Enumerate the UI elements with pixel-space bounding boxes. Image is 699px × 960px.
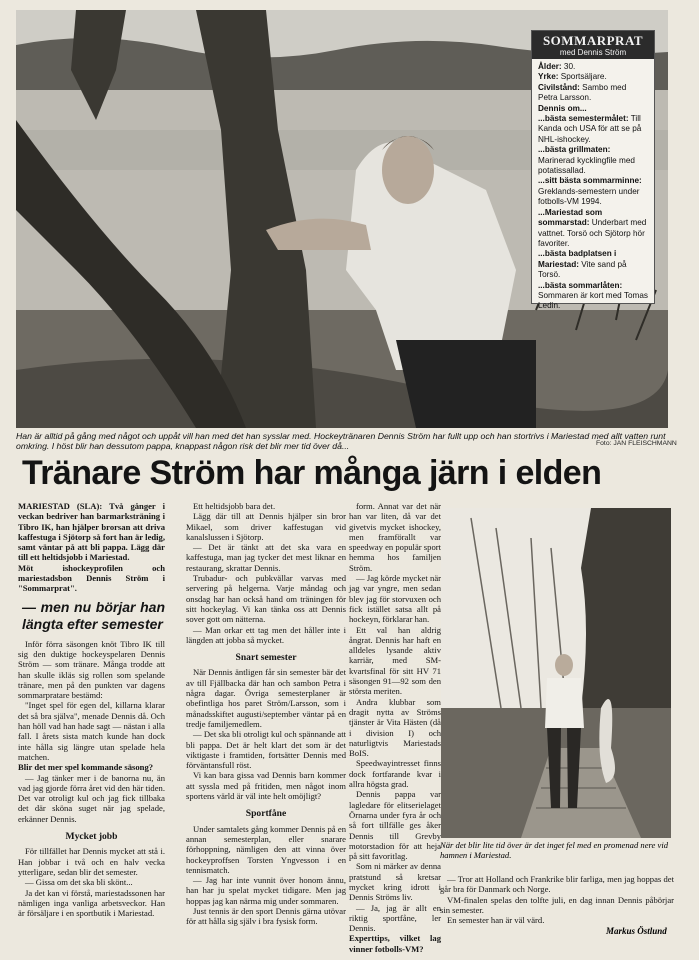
box-line-label: ...bästa sommarlåten: — [538, 280, 623, 290]
column-1 — [18, 501, 165, 941]
harbour-photo-caption: När det blir lite tid över är det inget fel med en promenad nere vid hamnen i Mariestad. — [440, 840, 669, 861]
box-line-value: 30. — [561, 62, 576, 71]
box-line — [538, 104, 648, 114]
box-line — [538, 281, 648, 312]
paragraph: — Jag tänker mer i de banorna nu, än vad jag gjorde förra året vid den här tiden. Det var otroligt kul och jag fick tillbaka det där sköna suget när jag spelade, erkänner Dennis. — [18, 772, 165, 824]
box-line-value: Sommaren är kort med Tomas Ledin. — [538, 290, 648, 311]
paragraph: — Jag har inte vunnit över honom ännu, han har ju spelat mycket tidigare. Men jag hoppas jag kan närma mig under sommaren. — [186, 875, 346, 906]
column-1-text-2 — [18, 773, 165, 824]
paragraph: — Ja, jag är allt en riktig sportfåne, ler Dennis. — [349, 902, 441, 934]
paragraph: — Det ska bli otroligt kul och spännande att bli pappa. Det är helt klart det som är det viktigaste i framtiden, fortsätter Dennis med förväntansfull röst. — [186, 729, 346, 771]
box-line-label: ...bästa badplatsen i Mariestad: — [538, 249, 617, 269]
paragraph: Som ni märker av denna pratstund så kretsar mycket kring idrott i Dennis Ströms liv. — [349, 861, 441, 903]
box-line — [538, 62, 648, 72]
box-line — [538, 83, 648, 104]
paragraph: Trubadur- och pubkvällar varvas med servering på helgerna. Varje måndag och onsdag har han också hand om träningen för sitt hockeylag. Vi kan tänka oss att Dennis sover gott om nätterna. — [186, 573, 346, 625]
box-line — [538, 176, 648, 207]
paragraph: Inför förra säsongen knöt Tibro IK till sig den duktige hockeyspelaren Dennis Ström — som tränare. Många trodde att han skulle ikläs sig rollen som spelande tränare, men på den punkten var dagens sommarpratare bestämd: — [18, 638, 165, 701]
box-header — [532, 31, 654, 59]
box-line-value: Till Kanda och USA för att se på NHL-ishockey. — [538, 114, 642, 144]
box-line-value: Greklands-semestern under fotbolls-VM 1994. — [538, 186, 640, 207]
headline: Tränare Ström har många järn i elden — [22, 454, 602, 492]
paragraph: — Tror att Holland och Frankrike blir farliga, men jag hoppas det går bra för Danmark och Norge. — [440, 874, 674, 895]
byline: Markus Östlund — [606, 926, 667, 936]
paragraph: Ett heltidsjobb bara det. — [193, 501, 276, 511]
paragraph: Just tennis är den sport Dennis gärna utövar för att hålla sig själv i bra fysisk form. — [186, 905, 346, 927]
subheading-snart-semester: Snart semester — [235, 652, 297, 664]
box-line-label: Ålder: — [538, 62, 562, 71]
box-line-value: Sambo med Petra Larsson. — [538, 82, 627, 103]
paragraph: Ett val han aldrig ångrat. Dennis har haft en alldeles lysande aktiv karriär, med SM-kvartsfinal för sitt HV 71 säsongen 91—92 som den största meriten. — [349, 624, 441, 697]
paragraph: — Det är tänkt att det ska vara en kaffestuga, man jag tycker det mest liknar en restaurang, skrattar Dennis. — [186, 542, 346, 573]
lead-paragraph: MARIESTAD (SLA): Två gånger i veckan bedriver han barmarksträning i Tibro IK, han hjälper brorsan att driva kaffestuga i Sjötorp så fort han är ledig, samt väntar på att bli pappa. Lägg där till ett heltidsjobb i Mariestad. — [18, 501, 165, 563]
box-title: SOMMARPRAT — [542, 33, 644, 48]
box-line — [538, 114, 648, 145]
box-line-value: Vite sand på Torsö. — [538, 259, 627, 280]
column-3-text — [349, 501, 441, 933]
column-2-text-3 — [186, 824, 346, 927]
box-line-label: ...bästa semestermålet: — [538, 114, 629, 124]
column-2 — [186, 501, 346, 953]
subheading-mycket-jobb: Mycket jobb — [65, 831, 118, 843]
box-line-label: ...Mariestad som sommarstad: — [538, 207, 603, 228]
photo-man-in-harbour — [441, 508, 671, 838]
column-1-text-3 — [18, 846, 165, 918]
deck: — men nu börjar han längta efter semester — [22, 598, 165, 632]
paragraph: Andra klubbar som dragit nytta av Ströms tjänster är Vita Hästen (då i division I) och naturligtvis Mariestads BoIS. — [349, 696, 441, 759]
paragraph: En semester han är väl värd. — [447, 915, 545, 926]
box-line — [538, 72, 648, 82]
subheading-sportfane: Sportfåne — [245, 808, 287, 820]
question-2: Experttips, vilket lag vinner fotbolls-VM? — [349, 933, 441, 954]
paragraph: När Dennis äntligen får sin semester bär det av till Fjällbacka där han och sambon Petra i några dagar. Övriga semesterplaner är obefintliga hos paret Ström/Larsson, som i månadsskiftet augusti/september väntar på en tredje familjemedlem. — [186, 667, 346, 729]
column-2-text-2 — [186, 667, 346, 801]
box-line-value: Marinerad kycklingfile med potatissallad. — [538, 155, 635, 176]
box-line-value: Underbart med vattnet. Torsö och Sjötorp hör favoriter. — [538, 218, 647, 248]
harbour-photo — [441, 508, 671, 838]
paragraph: — Jag körde mycket när jag var yngre, men sedan blev jag för storvuxen och fick istället satsa allt på hockeyn, förklarar han. — [349, 573, 441, 625]
sommarprat-box — [531, 30, 655, 311]
paragraph: Dennis pappa var lagledare för elitserielaget Örnarna under fyra år och så fort tillfälle ges åker Dennis till Grevby motorstadion för att heja på sitt favoritlag. — [349, 789, 441, 862]
paragraph: För tillfället har Dennis mycket att stå i. Han jobbar i två och en halv vecka ytterligare, sedan blir det semester. — [18, 846, 165, 877]
box-line-label: ...sitt bästa sommarminne: — [538, 176, 642, 186]
column-2-text — [186, 501, 346, 645]
paragraph: — Gissa om det ska bli skönt... — [25, 877, 133, 888]
paragraph: Lägg där till att Dennis hjälper sin bror Mikael, som driver kaffestugan vid kanalslussen i Sjötorp. — [186, 511, 346, 542]
box-line-label: ...bästa grillmaten: — [538, 145, 611, 155]
box-subtitle: med Dennis Ström — [559, 48, 627, 57]
paragraph: Ja det kan vi förstå, mariestadssonen har nämligen inga vanliga arbetsveckor. Han är försäljare i en sportbutik i Mariestad. — [18, 887, 165, 919]
column-1-text — [18, 639, 165, 763]
box-body — [532, 59, 654, 312]
column-3 — [349, 501, 441, 953]
photo-credit: Foto: JAN FLEISCHMANN — [596, 440, 677, 447]
box-line — [538, 145, 648, 176]
paragraph: VM-finalen spelas den tolfte juli, en dag innan Dennis påbörjar sin semester. — [440, 894, 674, 915]
paragraph: Under samtalets gång kommer Dennis på en annan semesterplan, eller snarare förhoppning, nämligen den att vinna över hockeyproffsen Torsten Yngvesson i en tennismatch. — [186, 823, 346, 875]
paragraph: "Inget spel för egen del, killarna klarar det så bra själva", menade Dennis då. Och han höll vad han hade sagt — nästan i alla fall. I årets sista match kunde han dock inte hålla sig längre utan spelade hela matchen. — [18, 700, 165, 762]
lead-paragraph-2: Möt ishockeyprofilen och mariestadsbon Dennis Ström i "Sommarprat". — [18, 562, 165, 594]
box-line-label: Yrke: — [538, 72, 559, 82]
box-line — [538, 249, 648, 280]
paragraph: — Man orkar ett tag men det håller inte i längden att jobba så mycket. — [186, 624, 346, 645]
column-4-text — [440, 874, 674, 925]
box-line-label: Civilstånd: — [538, 82, 580, 92]
paragraph: form. Annat var det när han var liten, då var det givetvis mycket ishockey, men framförallt var speedway en populär sport hemma hos familjen Ström. — [349, 501, 441, 573]
photo-caption: Han är alltid på gång med något och uppåt vill han med det han sysslar med. Hockeytränaren Dennis Ström har fullt upp och han stortrivs i Mariestad med allt vatten runt omkring. I höst blir han dessutom pappa, knappast någon risk det blir mer tid över då... — [16, 431, 666, 452]
box-line — [538, 208, 648, 250]
box-line-label: Dennis om... — [538, 103, 587, 113]
paragraph: Vi kan bara gissa vad Dennis barn kommer att syssla med på fritiden, men något inom sportens värld är väl inte helt omöjligt? — [186, 770, 346, 802]
question: Blir det mer spel kommande säsong? — [18, 762, 154, 773]
box-line-value: Sportsäljare. — [558, 72, 607, 82]
paragraph: Speedwayintresset finns dock fortfarande kvar i allra högsta grad. — [349, 758, 441, 790]
